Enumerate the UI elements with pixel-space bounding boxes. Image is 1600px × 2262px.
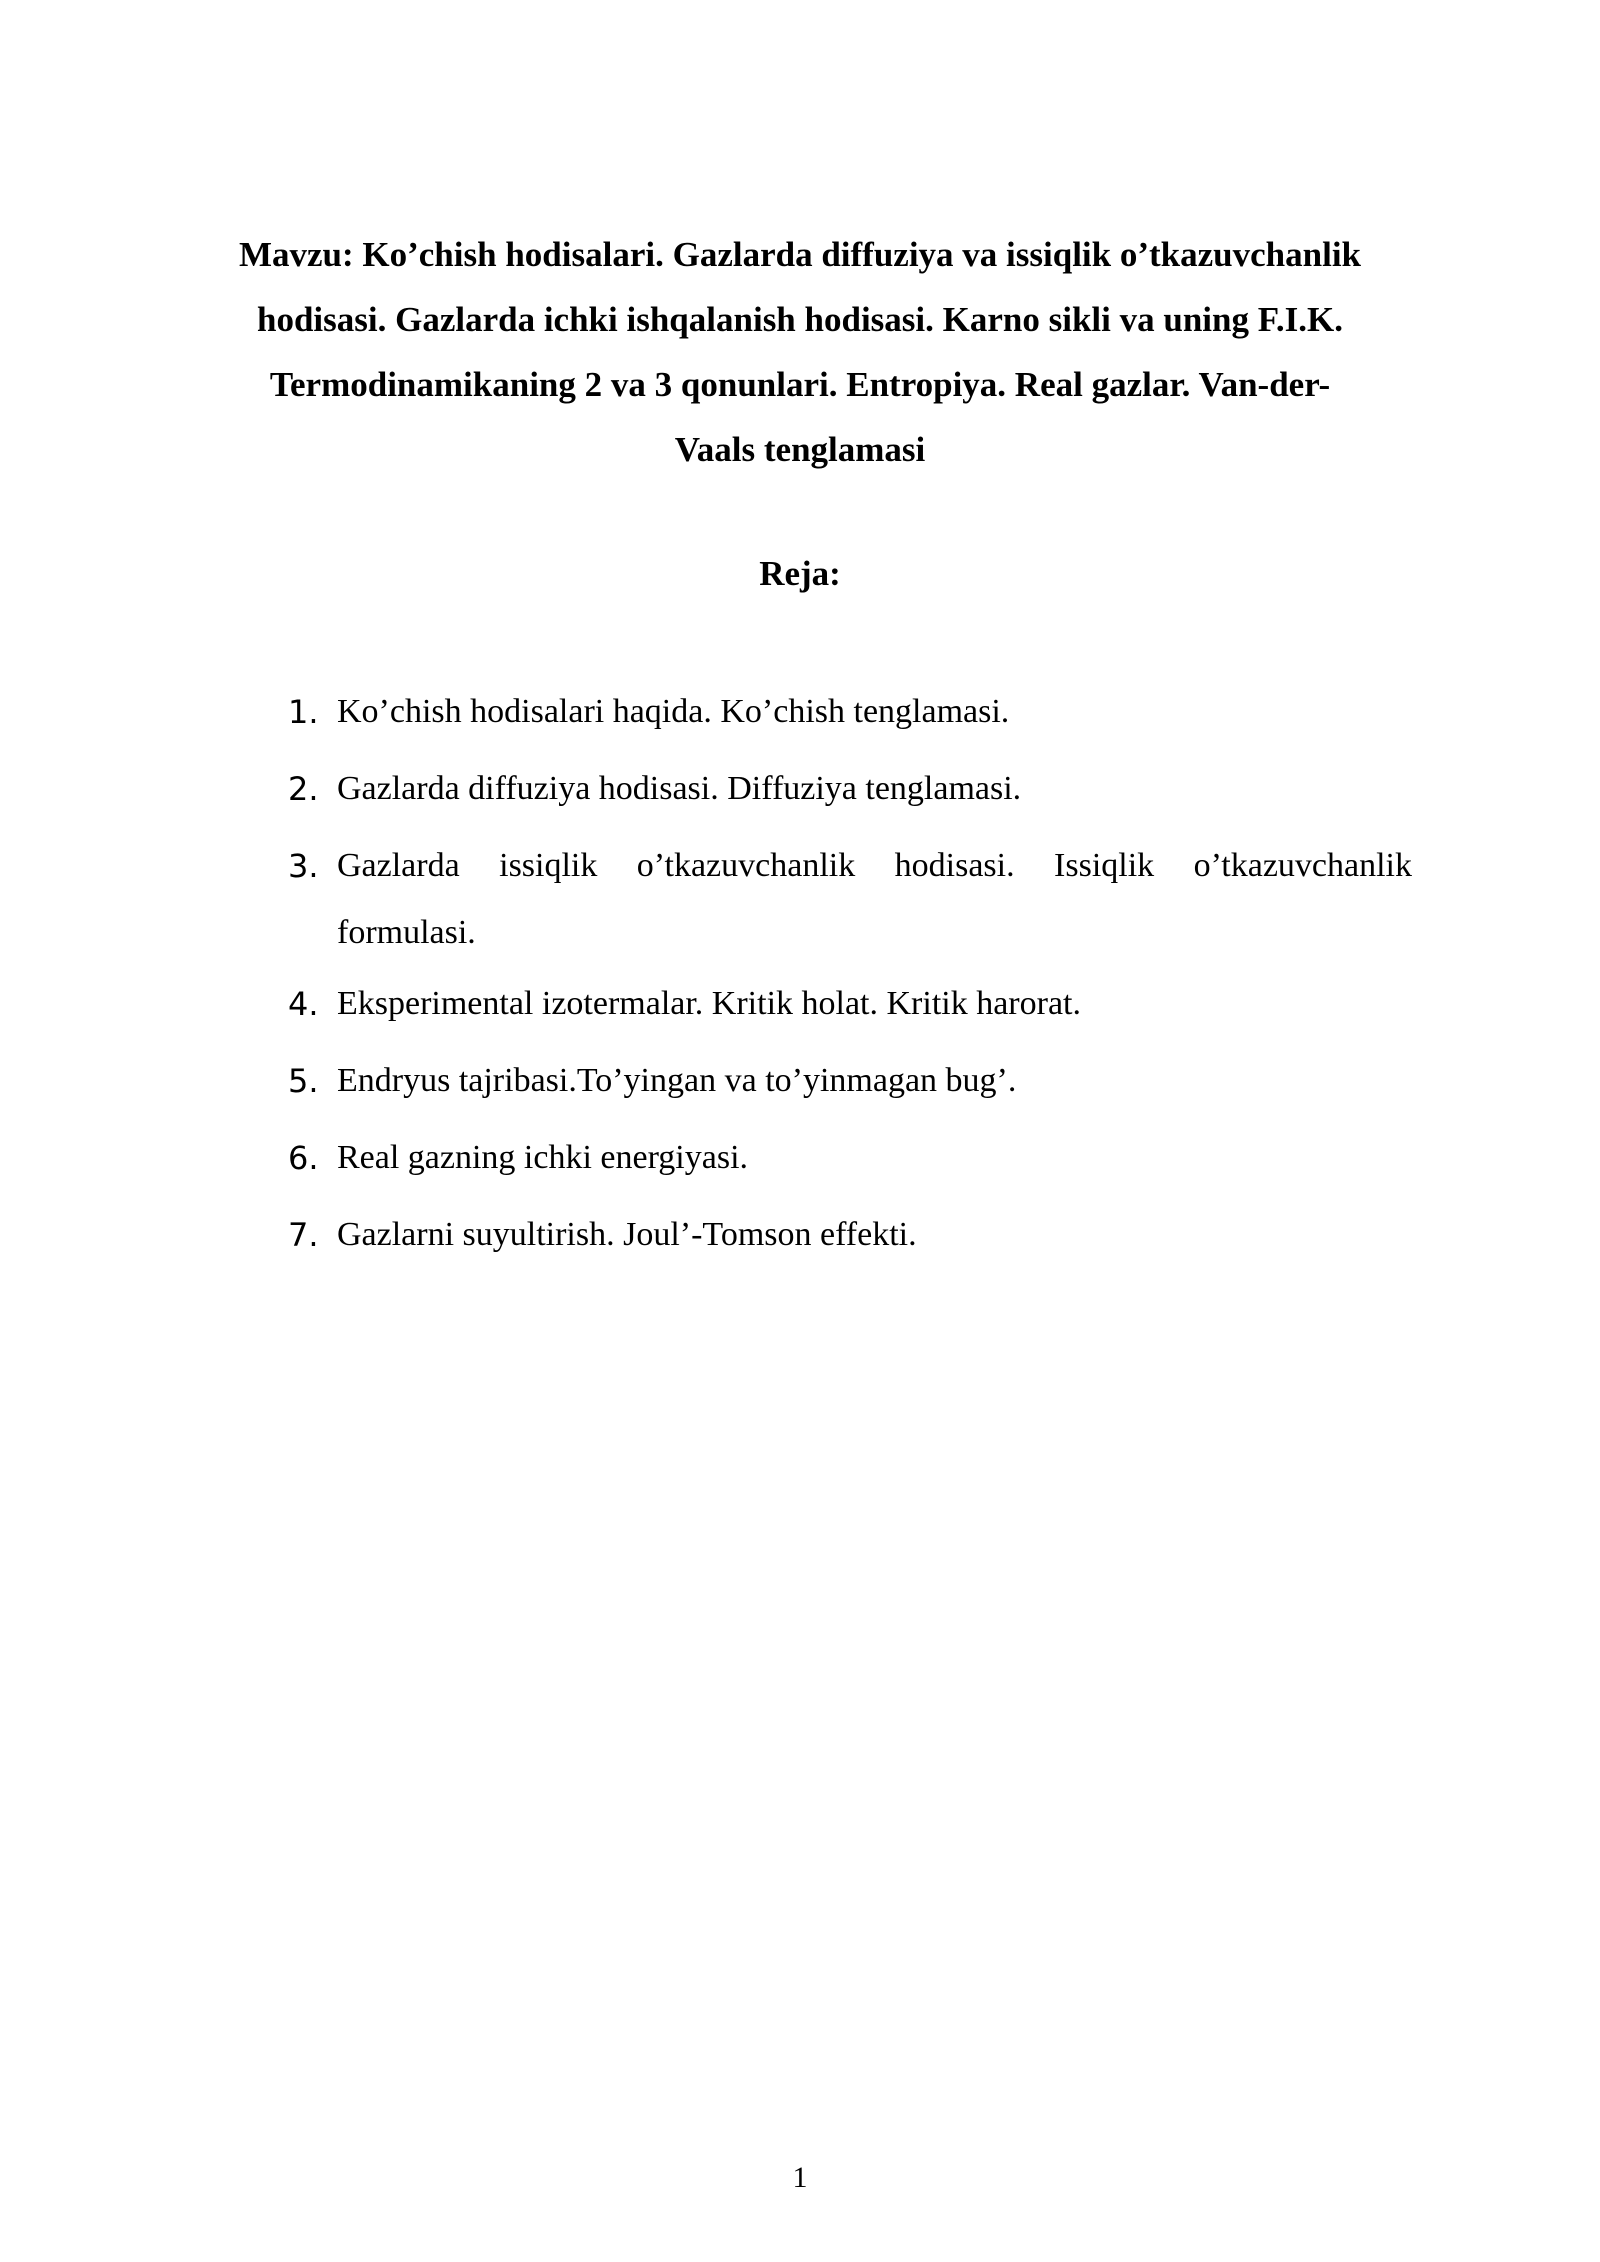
plan-item-continuation: formulasi. [337,914,476,951]
plan-item-number: 1. [288,693,319,731]
plan-item-text: Eksperimental izotermalar. Kritik holat. Kritik harorat. [337,985,1081,1022]
plan-item-number: 2. [288,770,319,808]
title-line-1: Mavzu: Ko’chish hodisalari. Gazlarda diffuziya va issiqlik o’tkazuvchanlik [238,235,1362,274]
title-line-4: Vaals tenglamasi [674,430,926,469]
plan-item-number: 5. [288,1062,319,1100]
plan-item-number: 6. [288,1139,319,1177]
plan-item-text: Endryus tajribasi.To’yingan va to’yinmagan bug’. [337,1062,1017,1099]
document-title [180,222,1420,482]
plan-item-number: 7. [288,1216,319,1254]
title-line-2: hodisasi. Gazlarda ichki ishqalanish hodisasi. Karno sikli va uning F.I.K. [256,300,1344,339]
page-number: 1 [792,2161,808,2194]
plan-item-text: Real gazning ichki energiyasi. [337,1139,749,1176]
plan-heading: Reja: [759,554,841,593]
plan-item-text: Gazlarni suyultirish. Joul’-Tomson effekti. [337,1216,917,1253]
plan-item-number: 3. [288,847,319,885]
plan-item-text: Gazlarda diffuziya hodisasi. Diffuziya tenglamasi. [337,770,1022,807]
plan-item-text: Gazlarda issiqlik o’tkazuvchanlik hodisasi. Issiqlik o’tkazuvchanlik [337,847,1412,884]
title-line-3: Termodinamikaning 2 va 3 qonunlari. Entropiya. Real gazlar. Van-der- [269,365,1331,404]
plan-item-number: 4. [288,985,319,1023]
plan-item-text: Ko’chish hodisalari haqida. Ko’chish tenglamasi. [337,693,1010,730]
